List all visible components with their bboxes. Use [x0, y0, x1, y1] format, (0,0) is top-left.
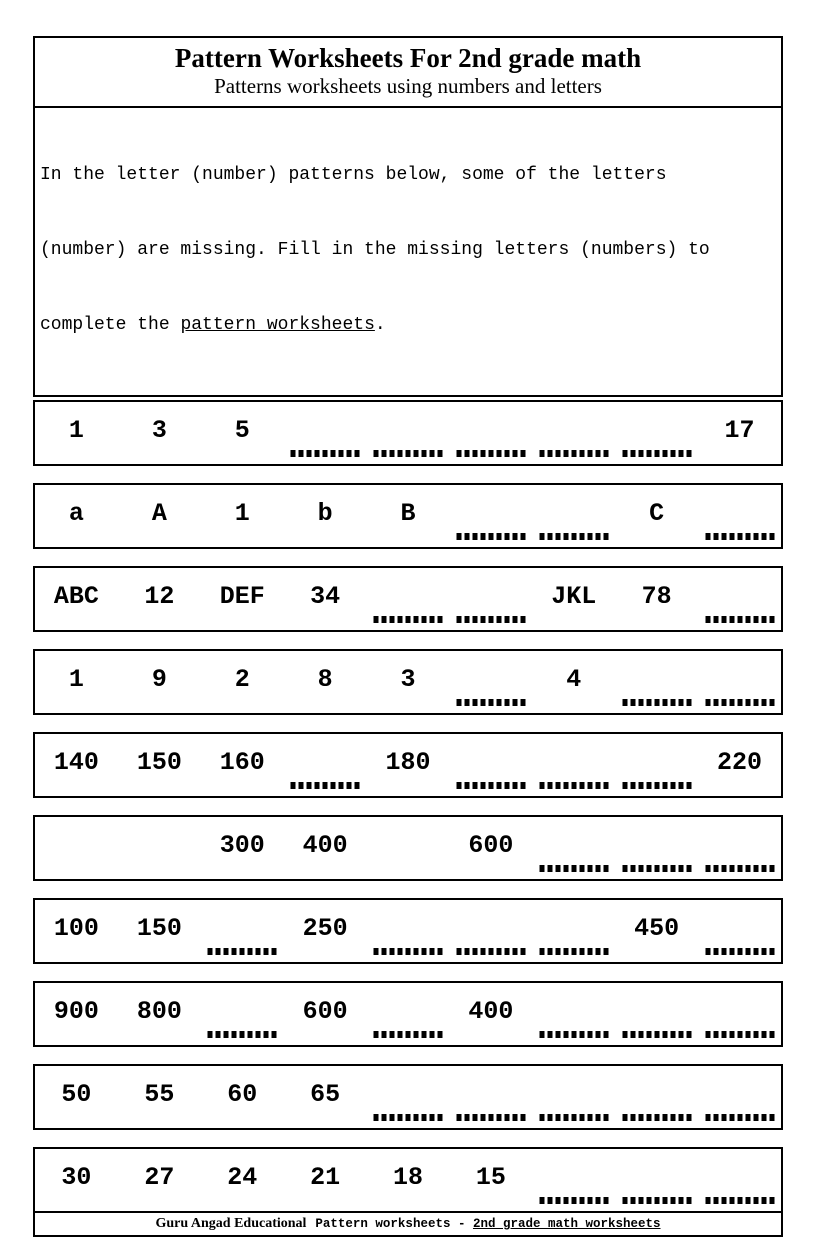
- pattern-cell: [367, 651, 450, 713]
- pattern-cell: [35, 568, 118, 630]
- pattern-value: 250: [302, 914, 348, 943]
- blank-dash[interactable]: [622, 450, 691, 457]
- blank-dash[interactable]: [456, 616, 525, 623]
- pattern-cell: [698, 734, 781, 796]
- blank-dash[interactable]: [705, 1031, 774, 1038]
- pattern-value: 800: [136, 997, 182, 1026]
- pattern-cell: [284, 651, 367, 713]
- pattern-row-1: [33, 400, 783, 466]
- pattern-cell: [449, 817, 532, 879]
- pattern-cell: [367, 485, 450, 547]
- pattern-row-7: [33, 898, 783, 964]
- blank-dash[interactable]: [291, 450, 360, 457]
- blank-dash[interactable]: [622, 1031, 691, 1038]
- pattern-cell: [367, 900, 450, 962]
- pattern-row-2: [33, 483, 783, 549]
- pattern-cell: [35, 402, 118, 464]
- page-subtitle: Patterns worksheets using numbers and letters: [214, 74, 602, 98]
- pattern-row-10: [33, 1147, 783, 1213]
- blank-dash[interactable]: [208, 1031, 277, 1038]
- pattern-cell: [449, 1066, 532, 1128]
- pattern-cell: [118, 900, 201, 962]
- blank-dash[interactable]: [373, 948, 442, 955]
- pattern-value: 180: [385, 748, 431, 777]
- blank-dash[interactable]: [456, 450, 525, 457]
- pattern-cell: [615, 983, 698, 1045]
- blank-dash[interactable]: [539, 1031, 608, 1038]
- footer: [33, 1211, 783, 1237]
- pattern-value: A: [151, 499, 167, 528]
- blank-dash[interactable]: [539, 782, 608, 789]
- pattern-cell: [284, 817, 367, 879]
- pattern-row-grid: [35, 651, 781, 713]
- pattern-cell: [449, 900, 532, 962]
- footer-note: [315, 1217, 660, 1231]
- pattern-row-grid: [35, 734, 781, 796]
- pattern-cell: [35, 651, 118, 713]
- pattern-cell: [201, 402, 284, 464]
- blank-dash[interactable]: [373, 450, 442, 457]
- pattern-value: 34: [310, 582, 341, 611]
- pattern-cell: [201, 734, 284, 796]
- pattern-cell: [201, 817, 284, 879]
- blank-dash[interactable]: [373, 1031, 442, 1038]
- pattern-row-grid: [35, 817, 781, 879]
- pattern-row-grid: [35, 1066, 781, 1128]
- pattern-value: 27: [144, 1163, 175, 1192]
- pattern-value: 600: [302, 997, 348, 1026]
- blank-dash[interactable]: [373, 616, 442, 623]
- pattern-cell: [615, 1149, 698, 1211]
- blank-dash[interactable]: [705, 865, 774, 872]
- pattern-value: 9: [151, 665, 167, 694]
- pattern-value: 900: [53, 997, 99, 1026]
- pattern-cell: [615, 900, 698, 962]
- pattern-cell: [615, 651, 698, 713]
- pattern-cell: [284, 568, 367, 630]
- pattern-row-grid: [35, 1149, 781, 1211]
- pattern-value: 15: [475, 1163, 506, 1192]
- blank-dash[interactable]: [539, 1197, 608, 1204]
- pattern-cell: [118, 983, 201, 1045]
- pattern-cell: [35, 485, 118, 547]
- pattern-cell: [532, 817, 615, 879]
- pattern-value: 3: [151, 416, 167, 445]
- pattern-value: 4: [566, 665, 582, 694]
- pattern-cell: [118, 651, 201, 713]
- pattern-row-3: [33, 566, 783, 632]
- pattern-value: 5: [234, 416, 250, 445]
- blank-dash[interactable]: [208, 948, 277, 955]
- blank-dash[interactable]: [705, 1197, 774, 1204]
- blank-dash[interactable]: [539, 1114, 608, 1121]
- pattern-cell: [118, 485, 201, 547]
- pattern-cell: [615, 485, 698, 547]
- pattern-value: 160: [219, 748, 265, 777]
- pattern-value: B: [400, 499, 416, 528]
- pattern-cell: [532, 402, 615, 464]
- pattern-value: 400: [302, 831, 348, 860]
- pattern-cell: [532, 568, 615, 630]
- pattern-cell: [698, 817, 781, 879]
- pattern-cell: [532, 1066, 615, 1128]
- pattern-cell: [35, 734, 118, 796]
- pattern-value: b: [317, 499, 333, 528]
- pattern-cell: [698, 402, 781, 464]
- footer-worksheets-link[interactable]: 2nd grade math worksheets: [472, 1217, 661, 1231]
- pattern-cell: [201, 900, 284, 962]
- pattern-cell: [284, 402, 367, 464]
- blank-dash[interactable]: [705, 1114, 774, 1121]
- pattern-cell: [449, 651, 532, 713]
- pattern-value: 140: [53, 748, 99, 777]
- instruction-line-3-text: complete the: [40, 315, 181, 335]
- pattern-cell: [367, 1066, 450, 1128]
- pattern-cell: [532, 651, 615, 713]
- pattern-rows: [33, 400, 783, 1213]
- pattern-cell: [449, 983, 532, 1045]
- pattern-cell: [201, 651, 284, 713]
- blank-dash[interactable]: [705, 948, 774, 955]
- pattern-row-5: [33, 732, 783, 798]
- pattern-cell: [367, 402, 450, 464]
- pattern-cell: [201, 485, 284, 547]
- blank-dash[interactable]: [705, 699, 774, 706]
- pattern-cell: [118, 734, 201, 796]
- pattern-row-4: [33, 649, 783, 715]
- pattern-value: 400: [468, 997, 514, 1026]
- blank-dash[interactable]: [291, 782, 360, 789]
- pattern-value: 150: [136, 914, 182, 943]
- pattern-cell: [35, 817, 118, 879]
- blank-dash[interactable]: [705, 616, 774, 623]
- pattern-cell: [698, 485, 781, 547]
- pattern-cell: [698, 651, 781, 713]
- pattern-value: 60: [227, 1080, 258, 1109]
- pattern-cell: [615, 734, 698, 796]
- pattern-value: 2: [234, 665, 250, 694]
- pattern-cell: [615, 817, 698, 879]
- pattern-cell: [698, 983, 781, 1045]
- pattern-cell: [532, 485, 615, 547]
- pattern-cell: [118, 817, 201, 879]
- pattern-cell: [615, 568, 698, 630]
- pattern-cell: [367, 983, 450, 1045]
- pattern-value: DEF: [219, 582, 265, 611]
- pattern-cell: [698, 568, 781, 630]
- pattern-value: 21: [310, 1163, 341, 1192]
- pattern-cell: [118, 402, 201, 464]
- pattern-value: 1: [68, 416, 84, 445]
- pattern-cell: [118, 568, 201, 630]
- blank-dash[interactable]: [622, 699, 691, 706]
- pattern-cell: [698, 900, 781, 962]
- pattern-cell: [615, 402, 698, 464]
- pattern-value: JKL: [551, 582, 597, 611]
- pattern-cell: [201, 568, 284, 630]
- pattern-value: 30: [61, 1163, 92, 1192]
- pattern-cell: [201, 1066, 284, 1128]
- pattern-value: 17: [724, 416, 755, 445]
- page-title: Pattern Worksheets For 2nd grade math: [174, 43, 642, 73]
- blank-dash[interactable]: [539, 450, 608, 457]
- pattern-value: 300: [219, 831, 265, 860]
- pattern-cell: [35, 900, 118, 962]
- pattern-value: 1: [68, 665, 84, 694]
- blank-dash[interactable]: [456, 948, 525, 955]
- pattern-value: 8: [317, 665, 333, 694]
- pattern-value: 18: [392, 1163, 423, 1192]
- blank-dash[interactable]: [539, 865, 608, 872]
- pattern-value: 55: [144, 1080, 175, 1109]
- instructions: [35, 108, 781, 395]
- pattern-cell: [698, 1149, 781, 1211]
- pattern-cell: [367, 1149, 450, 1211]
- pattern-row-grid: [35, 568, 781, 630]
- instruction-line-3: [40, 313, 776, 338]
- pattern-value: C: [649, 499, 665, 528]
- blank-dash[interactable]: [622, 1114, 691, 1121]
- instruction-line-1: In the letter (number) patterns below, some of the letters: [40, 165, 667, 185]
- pattern-cell: [367, 817, 450, 879]
- pattern-cell: [284, 1066, 367, 1128]
- blank-dash[interactable]: [456, 1114, 525, 1121]
- pattern-cell: [367, 568, 450, 630]
- blank-dash[interactable]: [622, 865, 691, 872]
- pattern-value: 12: [144, 582, 175, 611]
- blank-dash[interactable]: [373, 1114, 442, 1121]
- pattern-value: 78: [641, 582, 672, 611]
- pattern-cell: [532, 734, 615, 796]
- blank-dash[interactable]: [622, 782, 691, 789]
- blank-dash[interactable]: [622, 1197, 691, 1204]
- blank-dash[interactable]: [539, 948, 608, 955]
- pattern-row-grid: [35, 402, 781, 464]
- pattern-cell: [118, 1149, 201, 1211]
- pattern-cell: [118, 1066, 201, 1128]
- pattern-cell: [201, 983, 284, 1045]
- pattern-cell: [532, 1149, 615, 1211]
- instruction-line-2: (number) are missing. Fill in the missing letters (numbers) to: [40, 240, 710, 260]
- pattern-cell: [284, 734, 367, 796]
- pattern-value: 450: [634, 914, 680, 943]
- pattern-cell: [367, 734, 450, 796]
- pattern-row-9: [33, 1064, 783, 1130]
- pattern-cell: [449, 402, 532, 464]
- pattern-cell: [532, 900, 615, 962]
- pattern-value: ABC: [53, 582, 99, 611]
- pattern-cell: [35, 1149, 118, 1211]
- pattern-row-grid: [35, 900, 781, 962]
- pattern-cell: [201, 1149, 284, 1211]
- pattern-value: 220: [717, 748, 763, 777]
- pattern-cell: [284, 1149, 367, 1211]
- pattern-row-grid: [35, 983, 781, 1045]
- pattern-cell: [284, 900, 367, 962]
- pattern-row-8: [33, 981, 783, 1047]
- pattern-value: 150: [136, 748, 182, 777]
- pattern-cell: [449, 734, 532, 796]
- header-box: [33, 36, 783, 397]
- brand-name: Guru Angad Educational: [155, 1216, 307, 1231]
- pattern-cell: [35, 1066, 118, 1128]
- pattern-value: a: [68, 499, 84, 528]
- pattern-cell: [449, 1149, 532, 1211]
- instruction-line-3-period: .: [374, 315, 386, 335]
- pattern-cell: [532, 983, 615, 1045]
- pattern-row-6: [33, 815, 783, 881]
- pattern-cell: [449, 568, 532, 630]
- pattern-worksheets-link[interactable]: pattern worksheets: [180, 315, 375, 335]
- footer-label: Pattern worksheets -: [315, 1217, 466, 1231]
- pattern-value: 65: [310, 1080, 341, 1109]
- pattern-value: 3: [400, 665, 416, 694]
- pattern-value: 100: [53, 914, 99, 943]
- blank-dash[interactable]: [456, 782, 525, 789]
- blank-dash[interactable]: [456, 699, 525, 706]
- pattern-cell: [35, 983, 118, 1045]
- blank-dash[interactable]: [539, 533, 608, 540]
- pattern-value: 1: [234, 499, 250, 528]
- title-section: [35, 38, 781, 108]
- pattern-cell: [615, 1066, 698, 1128]
- blank-dash[interactable]: [705, 533, 774, 540]
- pattern-value: 50: [61, 1080, 92, 1109]
- pattern-cell: [698, 1066, 781, 1128]
- pattern-cell: [284, 485, 367, 547]
- pattern-cell: [449, 485, 532, 547]
- pattern-value: 24: [227, 1163, 258, 1192]
- pattern-value: 600: [468, 831, 514, 860]
- blank-dash[interactable]: [456, 533, 525, 540]
- pattern-row-grid: [35, 485, 781, 547]
- pattern-cell: [284, 983, 367, 1045]
